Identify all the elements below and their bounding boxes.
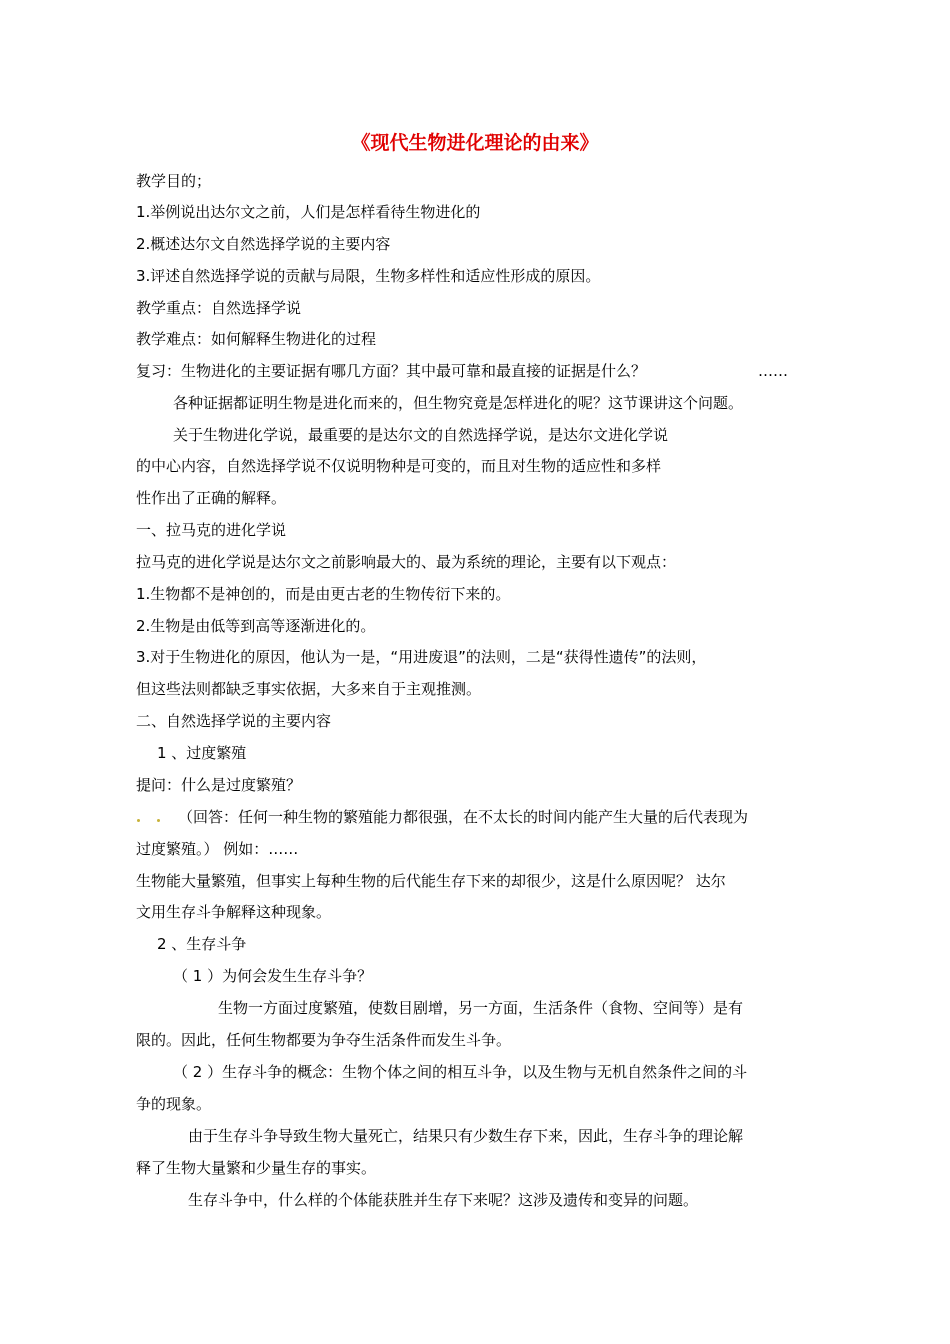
paragraph-line: 由于生存斗争导致生物大量死亡，结果只有少数生存下来，因此，生存斗争的理论解 <box>188 1127 744 1145</box>
paragraph-line: 教学目的； <box>136 172 212 190</box>
paragraph-line: 生存斗争中，什么样的个体能获胜并生存下来呢？这涉及遗传和变异的问题。 <box>188 1191 699 1209</box>
paragraph-line: 提问：什么是过度繁殖？ <box>136 776 302 794</box>
paragraph-line: 各种证据都证明生物是进化而来的，但生物究竟是怎样进化的呢？这节课讲这个问题。 <box>173 394 744 412</box>
paragraph-line: 文用生存斗争解释这种现象。 <box>136 903 332 921</box>
paragraph-line: 复习：生物进化的主要证据有哪几方面？其中最可靠和最直接的证据是什么？ <box>136 362 647 380</box>
ellipsis-mark: …… <box>758 362 788 380</box>
paragraph-line: 2.概述达尔文自然选择学说的主要内容 <box>136 235 391 253</box>
paragraph-line: 教学难点：如何解释生物进化的过程 <box>136 330 377 348</box>
section-heading: 一、拉马克的进化学说 <box>136 521 287 539</box>
paragraph-line: 生物一方面过度繁殖，使数目剧增，另一方面，生活条件（食物、空间等）是有 <box>218 999 744 1017</box>
decorative-dot <box>137 819 140 822</box>
paragraph-line: 的中心内容，自然选择学说不仅说明物种是可变的，而且对生物的适应性和多样 <box>136 457 662 475</box>
paragraph-line: 1.生物都不是神创的，而是由更古老的生物传衍下来的。 <box>136 585 511 603</box>
paragraph-line: 性作出了正确的解释。 <box>136 489 287 507</box>
paragraph-line: 拉马克的进化学说是达尔文之前影响最大的、最为系统的理论，主要有以下观点： <box>136 553 677 571</box>
paragraph-line: 释了生物大量繁和少量生存的事实。 <box>136 1159 377 1177</box>
subsection-heading: 1 、过度繁殖 <box>157 744 247 762</box>
paragraph-line: 但这些法则都缺乏事实依据，大多来自于主观推测。 <box>136 680 482 698</box>
paragraph-line: 过度繁殖。） 例如：…… <box>136 840 299 858</box>
paragraph-line: 关于生物进化学说，最重要的是达尔文的自然选择学说，是达尔文进化学说 <box>173 426 669 444</box>
paragraph-line: 生物能大量繁殖，但事实上每种生物的后代能生存下来的却很少，这是什么原因呢？ 达尔 <box>136 872 726 890</box>
decorative-dot <box>157 819 160 822</box>
paragraph-line: 限的。因此，任何生物都要为争夺生活条件而发生斗争。 <box>136 1031 512 1049</box>
paragraph-line: 2.生物是由低等到高等逐渐进化的。 <box>136 617 376 635</box>
document-title: 《现代生物进化理论的由来》 <box>351 132 599 154</box>
paragraph-line: 争的现象。 <box>136 1095 212 1113</box>
section-heading: 二、自然选择学说的主要内容 <box>136 712 332 730</box>
paragraph-line: 1.举例说出达尔文之前，人们是怎样看待生物进化的 <box>136 203 481 221</box>
paragraph-line: 3.评述自然选择学说的贡献与局限，生物多样性和适应性形成的原因。 <box>136 267 601 285</box>
paragraph-line: （ 2 ）生存斗争的概念：生物个体之间的相互斗争，以及生物与无机自然条件之间的斗 <box>173 1063 748 1081</box>
paragraph-line: 3.对于生物进化的原因，他认为一是，“用进废退”的法则，二是“获得性遗传”的法则， <box>136 648 707 666</box>
paragraph-line: （ 1 ）为何会发生生存斗争？ <box>173 967 373 985</box>
subsection-heading: 2 、生存斗争 <box>157 935 247 953</box>
paragraph-line: （回答：任何一种生物的繁殖能力都很强，在不太长的时间内能产生大量的后代表现为 <box>178 808 749 826</box>
paragraph-line: 教学重点：自然选择学说 <box>136 299 302 317</box>
